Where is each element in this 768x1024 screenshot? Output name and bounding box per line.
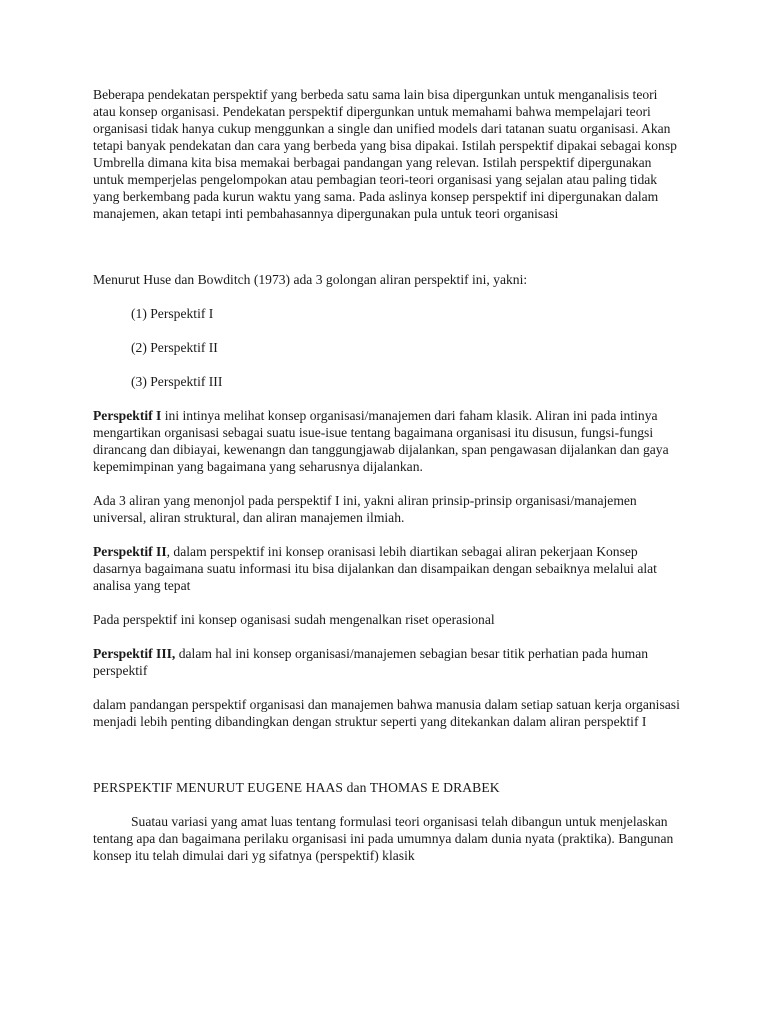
perspektif-2-paragraph bbox=[93, 543, 683, 594]
perspektif-3-paragraph bbox=[93, 645, 683, 679]
perspektif-1-aliran-paragraph: Ada 3 aliran yang menonjol pada perspektif I ini, yakni aliran prinsip-prinsip organisasi/manajemen universal, aliran struktural, dan aliran manajemen ilmiah. bbox=[93, 493, 637, 525]
perspektif-1-text: ini intinya melihat konsep organisasi/manajemen dari faham klasik. Aliran ini pada intinya mengartikan organisasi sebagai suatu isue-isue tentang bagaimana organisasi itu disusun, fungsi-fungsi dirancang dan dibiayai, kewenangn dan tanggungjawab dijalankan, span pengawasan dijalankan dan gaya kepemimpinan yang bagaimana yang seharusnya dijalankan. bbox=[93, 408, 669, 474]
list-item-perspektif-1: (1) Perspektif I bbox=[131, 306, 214, 321]
perspektif-2-text: , dalam perspektif ini konsep oranisasi lebih diartikan sebagai aliran pekerjaan Konsep dasarnya bagaimana suatu informasi itu bisa dijalankan dan disampaikan dengan sebaiknya melalui alat analisa yang tepat bbox=[93, 544, 657, 593]
list-item-perspektif-2: (2) Perspektif II bbox=[131, 340, 218, 355]
perspektif-1-term: Perspektif I bbox=[93, 408, 162, 423]
document-body bbox=[93, 86, 683, 864]
perspektif-2-term: Perspektif II bbox=[93, 544, 167, 559]
perspektif-3-term: Perspektif III, bbox=[93, 646, 176, 661]
list-item-perspektif-3: (3) Perspektif III bbox=[131, 374, 223, 389]
perspektif-1-paragraph bbox=[93, 407, 683, 475]
huse-bowditch-paragraph: Menurut Huse dan Bowditch (1973) ada 3 golongan aliran perspektif ini, yakni: bbox=[93, 272, 528, 287]
intro-paragraph: Beberapa pendekatan perspektif yang berbeda satu sama lain bisa dipergunkan untuk menganalisis teori atau konsep organisasi. Pendekatan perspektif dipergunkan untuk memahami bahwa mempelajari teori organisasi tidak hanya cukup menggunkan a single dan unified models dari tatanan suatu organisasi. Akan tetapi banyak pendekatan dan cara yang berbeda yang bisa dipakai. Istilah perspektif dipakai sebagai konsp Umbrella dimana kita bisa memakai berbagai pandangan yang relevan. Istilah perspektif dipergunakan untuk memperjelas pengelompokan atau pembagian teori-teori organisasi yang sejalan atau paling tidak yang berkembang pada kurun waktu yang sama. Pada aslinya konsep perspektif ini dipergunakan dalam manajemen, akan tetapi inti pembahasannya dipergunakan pula untuk teori organisasi bbox=[93, 87, 677, 221]
haas-drabek-paragraph: Suatau variasi yang amat luas tentang formulasi teori organisasi telah dibangun untuk menjelaskan tentang apa dan bagaimana perilaku organisasi ini pada umumnya dalam dunia nyata (praktika). Bangunan konsep itu telah dimulai dari yg sifatnya (perspektif) klasik bbox=[93, 814, 674, 863]
perspektif-3-pandangan-paragraph: dalam pandangan perspektif organisasi dan manajemen bahwa manusia dalam setiap satuan kerja organisasi menjadi lebih penting dibandingkan dengan struktur seperti yang ditekankan dalam aliran perspektif I bbox=[93, 697, 680, 729]
perspektif-3-text: dalam hal ini konsep organisasi/manajemen sebagian besar titik perhatian pada human perspektif bbox=[93, 646, 649, 678]
perspektif-2-riset-paragraph: Pada perspektif ini konsep oganisasi sudah mengenalkan riset operasional bbox=[93, 612, 495, 627]
haas-drabek-heading: PERSPEKTIF MENURUT EUGENE HAAS dan THOMAS E DRABEK bbox=[93, 780, 500, 795]
